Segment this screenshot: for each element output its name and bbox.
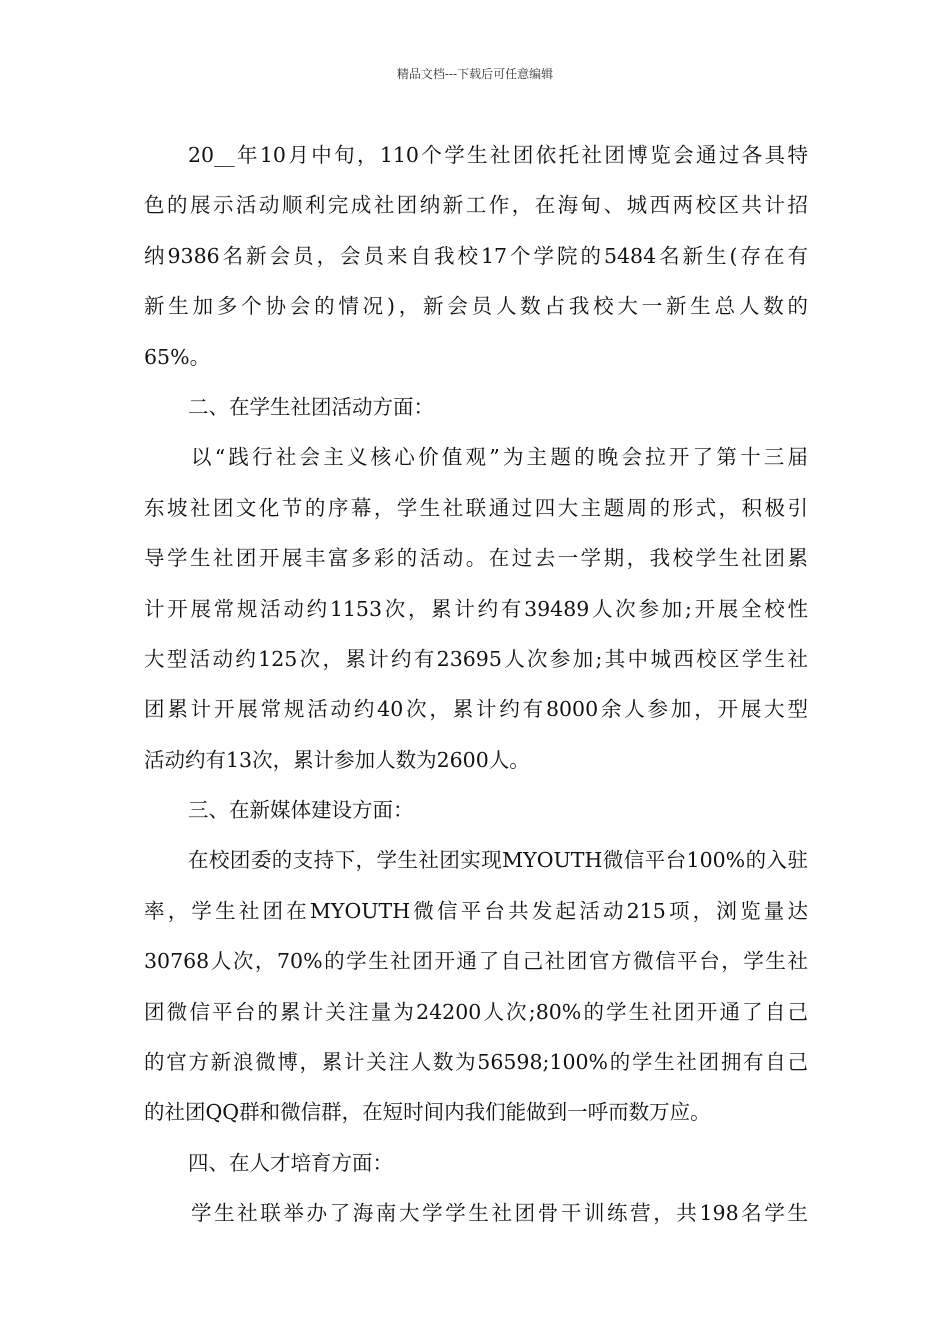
text-line: 30768人次，70%的学生社团开通了自己社团官方微信平台，学生社: [144, 949, 808, 974]
text-line: 率，学生社团在MYOUTH微信平台共发起活动215项，浏览量达: [144, 898, 808, 923]
text-line: 团微信平台的累计关注量为24200人次;80%的学生社团开通了自己: [144, 999, 808, 1024]
text-line: 新生加多个协会的情况)，新会员人数占我校大一新生总人数的: [144, 294, 808, 319]
paragraph-new-media: [144, 835, 808, 1137]
text-line: 大型活动约125次，累计约有23695人次参加;其中城西校区学生社: [144, 646, 808, 671]
page-header: 精品文档---下载后可任意编辑: [396, 67, 554, 81]
text-line: 的官方新浪微博，累计关注人数为56598;100%的学生社团拥有自己: [144, 1050, 808, 1075]
text-line: 导学生社团开展丰富多彩的活动。在过去一学期，我校学生社团累: [144, 546, 808, 571]
heading-text: 二、在学生社团活动方面：: [188, 394, 434, 419]
paragraph-recruitment: [144, 130, 808, 382]
paragraph-activities: [144, 432, 808, 785]
text-line: 团累计开展常规活动约40次，累计约有8000余人参加，开展大型: [144, 697, 808, 722]
text-line: 的社团QQ群和微信群，在短时间内我们能做到一呼而数万应。: [144, 1100, 711, 1125]
text-line: 纳9386名新会员，会员来自我校17个学院的5484名新生(存在有: [144, 243, 808, 268]
section-heading-talent: [144, 1138, 808, 1188]
section-heading-activities: [144, 382, 808, 432]
heading-text: 四、在人才培育方面：: [188, 1150, 393, 1175]
text-line: 在校团委的支持下，学生社团实现MYOUTH微信平台100%的入驻: [188, 848, 808, 873]
text-line: 色的展示活动顺利完成社团纳新工作，在海甸、城西两校区共计招: [144, 193, 808, 218]
text-line: 20__年10月中旬，110个学生社团依托社团博览会通过各具特: [188, 143, 808, 167]
paragraph-talent: [144, 1188, 808, 1238]
text-line: 计开展常规活动约1153次，累计约有39489人次参加;开展全校性: [144, 596, 808, 621]
heading-text: 三、在新媒体建设方面：: [188, 798, 414, 823]
text-line: 活动约有13次，累计参加人数为2600人。: [144, 747, 530, 772]
text-line: 东坡社团文化节的序幕，学生社联通过四大主题周的形式，积极引: [144, 495, 808, 520]
text-line: 65%。: [144, 344, 211, 369]
section-heading-new-media: [144, 785, 808, 835]
text-line: 学生社联举办了海南大学学生社团骨干训练营，共198名学生: [191, 1201, 808, 1226]
document-body: [144, 130, 808, 1239]
text-line: 以“践行社会主义核心价值观”为主题的晚会拉开了第十三届: [191, 445, 808, 470]
